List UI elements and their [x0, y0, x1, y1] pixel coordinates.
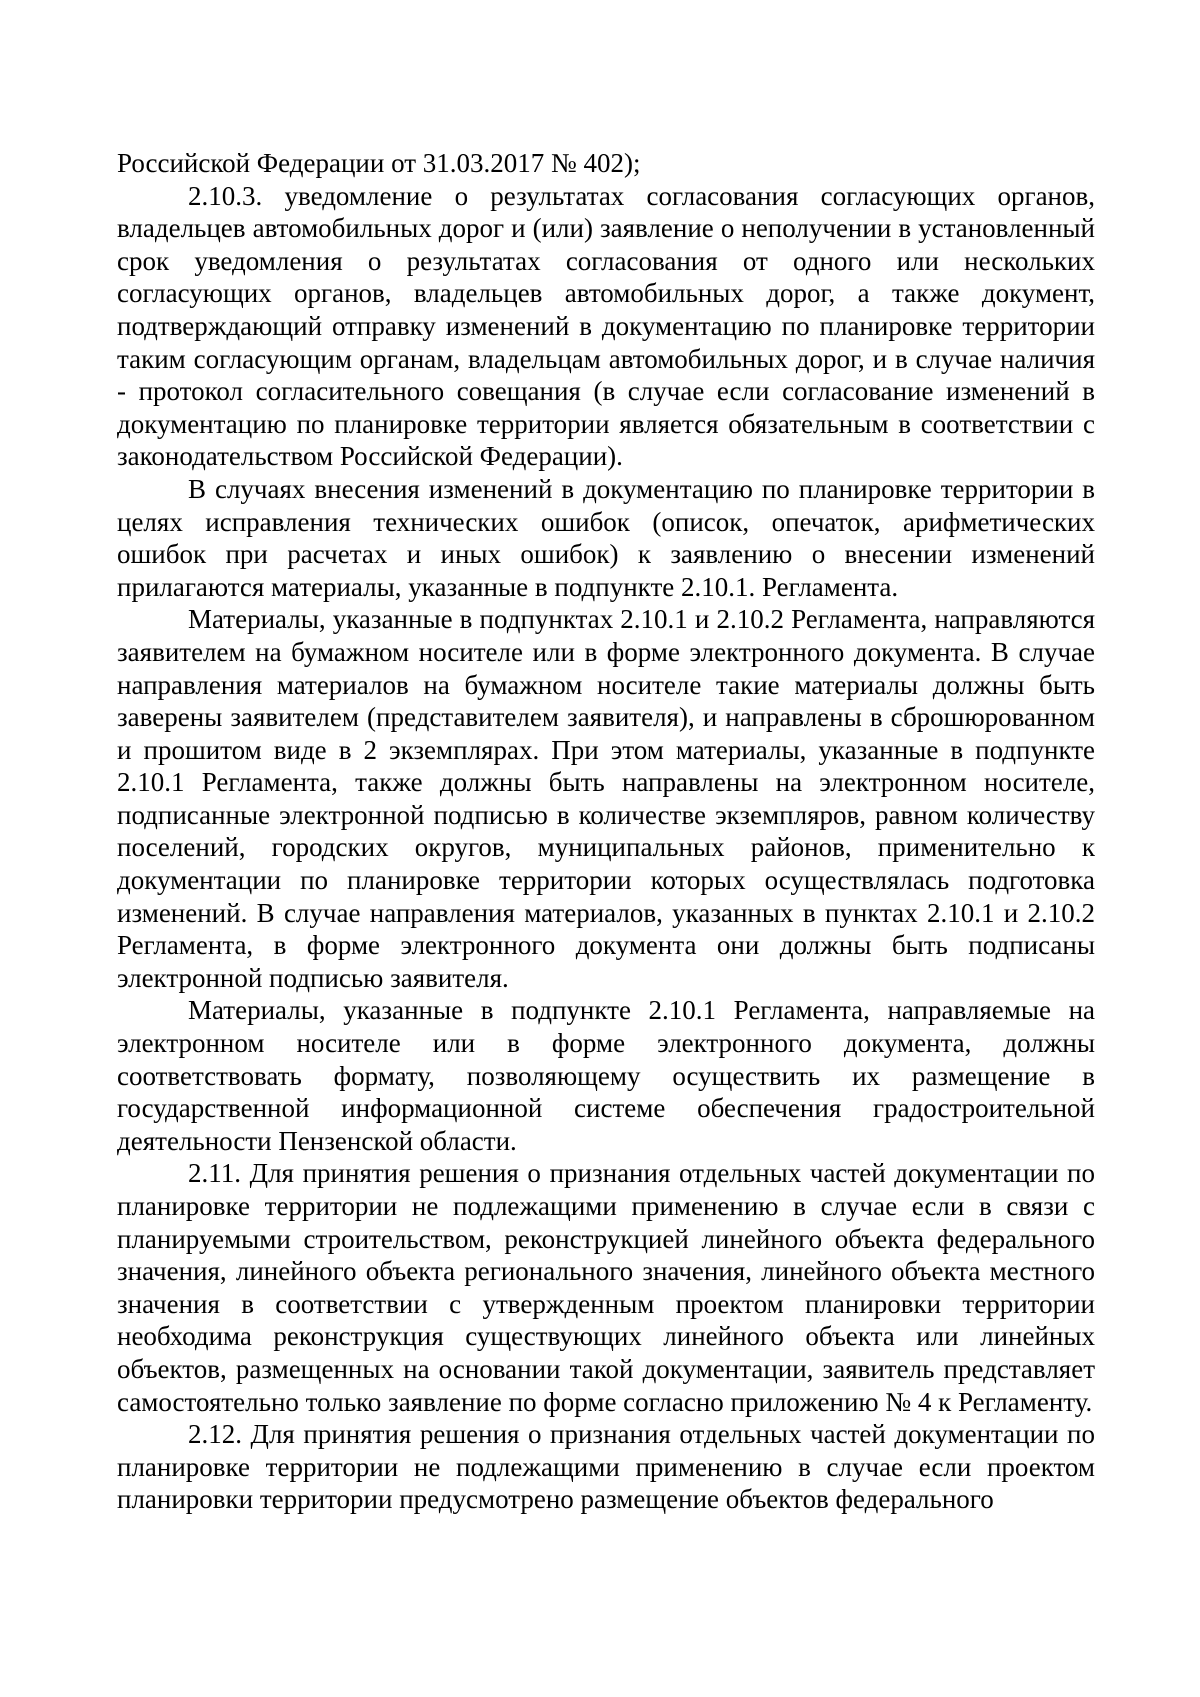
paragraph-materials-format: Материалы, указанные в подпункте 2.10.1 Регламента, направляемые на электронном носителе или в форме электронного документа, должны соответствовать формату, позволяющему осуществить их размещение в государственной информационной системе обеспечения градостроительной деятельности Пензенской области. — [117, 995, 1095, 1156]
document-body — [117, 147, 1095, 1516]
paragraph-2-10-3: 2.10.3. уведомление о результатах согласования согласующих органов, владельцев автомобильных дорог и (или) заявление о неполучении в установленный срок уведомления о результатах согласования от одного или нескольких согласующих органов, владельцев автомобильных дорог, а также документ, подтверждающий отправку изменений в документацию по планировке территории таким согласующим органам, владельцам автомобильных дорог, и в случае наличия - протокол согласительного совещания (в случае если согласование изменений в документацию по планировке территории является обязательным в соответствии с законодательством Российской Федерации). — [117, 180, 1095, 472]
paragraph-2-11: 2.11. Для принятия решения о признания отдельных частей документации по планировке территории не подлежащими применению в случае если в связи с планируемыми строительством, реконструкцией линейного объекта федерального значения, линейного объекта регионального значения, линейного объекта местного значения в соответствии с утвержденным проектом планировки территории необходима реконструкция существующих линейного объекта или линейных объектов, размещенных на основании такой документации, заявитель представляет самостоятельно только заявление по форме согласно приложению № 4 к Регламенту. — [117, 1158, 1095, 1417]
paragraph-technical-errors: В случаях внесения изменений в документацию по планировке территории в целях исправления технических ошибок (описок, опечаток, арифметических ошибок при расчетах и иных ошибок) к заявлению о внесении изменений прилагаются материалы, указанные в подпункте 2.10.1. Регламента. — [117, 473, 1095, 602]
paragraph-2-12: 2.12. Для принятия решения о признания отдельных частей документации по планировке территории не подлежащими применению в случае если проектом планировки территории предусмотрено размещение объектов федерального — [117, 1419, 1095, 1515]
paragraph-continuation: Российской Федерации от 31.03.2017 № 402); — [117, 148, 641, 178]
paragraph-materials-submission: Материалы, указанные в подпунктах 2.10.1 и 2.10.2 Регламента, направляются заявителем на бумажном носителе или в форме электронного документа. В случае направления материалов на бумажном носителе такие материалы должны быть заверены заявителем (представителем заявителя), и направлены в сброшюрованном и прошитом виде в 2 экземплярах. При этом материалы, указанные в подпункте 2.10.1 Регламента, также должны быть направлены на электронном носителе, подписанные электронной подписью в количестве экземпляров, равном количеству поселений, городских округов, муниципальных районов, применительно к документации по планировке территории которых осуществлялась подготовка изменений. В случае направления материалов, указанных в пунктах 2.10.1 и 2.10.2 Регламента, в форме электронного документа они должны быть подписаны электронной подписью заявителя. — [117, 604, 1095, 993]
